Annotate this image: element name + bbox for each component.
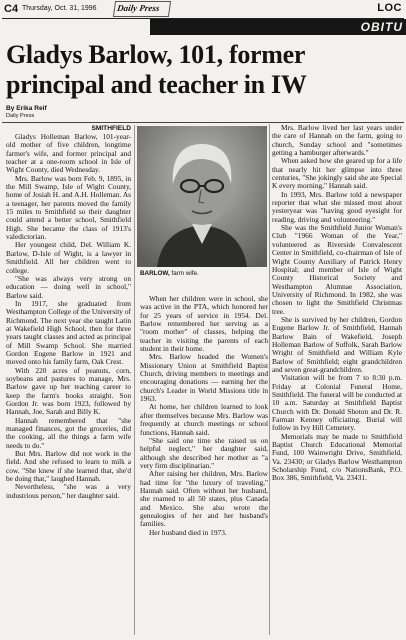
paragraph: Her youngest child, Del. William K. Barlow, D-Isle of Wight, is a lawyer in Smithfield. All her children went to college. <box>6 240 131 275</box>
paragraph: She is survived by her children, Gordon Eugene Barlow Jr. of Smithfield, Hannah Barlow Bain of Wakefield, Joseph Holleman Barlow of Suffolk, Sarah Barlow Wright of Smithfield and William Kyle Barlow of Smithfield; eight grandchildren and seven great-grandchildren. <box>272 314 402 374</box>
section-title: OBITU <box>360 20 403 34</box>
paragraph: Hannah remembered that "she managed finances, got the groceries, did the cooking, all the things a farm wife needs to do." <box>6 415 131 450</box>
paragraph: She was the Smithfield Junior Woman's Club "1966 Woman of the Year," volunteered as Riverside Convalescent Center in Smithfield, co-chairman of Isle of Wight County Auxiliary of Patrick Henry Hospital; and member of Isle of Wight County Historical Society and Westhampton Alumnae Association, University of Richmond. In 1982, she was chosen to light the Smithfield Christmas tree. <box>272 223 402 316</box>
portrait-photo <box>137 126 267 267</box>
paragraph: Visitation will be from 7 to 8:30 p.m. Friday at Colonial Funeral Home, Smithfield. The funeral will be conducted at 10 a.m. Saturday at Smithfield Baptist Church with Dr. Donald Shoton and Dr. R. Farman Kenney officiating. Burial will follow in Ivy Hill Cemetery. <box>272 373 402 433</box>
portrait-image <box>137 126 267 267</box>
paragraph: In 1917, she graduated from Westhampton College of the University of Richmond. The next year she taught Latin at Wakefield High School, then for three years taught classes and acted as principal of Mill Swamp School. She married Gordon Eugene Barlow in 1921 and moved onto his family farm, Oak Crest. <box>6 298 131 367</box>
paragraph: At home, her children learned to look after themselves because Mrs. Barlow was frequently at church meetings or school functions, Hannah said. <box>140 402 268 437</box>
paragraph: With 220 acres of peanuts, corn, soybeans and pastures to manage, Mrs. Barlow gave up her teaching career to keep the farm's books straight. Son Gordon Jr. was born 1923, followed by Hannah, Joe, Sarah and Billy K. <box>6 365 131 417</box>
issue-date: Thursday, Oct. 31, 1996 <box>22 5 97 12</box>
paragraph: Memorials may be made to Smithfield Baptist Church Educational Memorial Fund, 100 Wainwright Drive, Smithfield, Va. 23430; or Gladys Barlow Westhampton Scholarship Fund, c/o NationsBank, P.O. Box 386, Smithfield, Va. 23431. <box>272 431 402 483</box>
dateline: SMITHFIELD <box>91 125 131 132</box>
column-divider <box>134 125 135 635</box>
article-column-1 <box>6 125 131 500</box>
column-divider <box>269 124 270 635</box>
article-column-3 <box>272 124 402 483</box>
page-number: C4 <box>4 3 19 15</box>
paragraph: After raising her children, Mrs. Barlow had time for "the luxury of traveling," Hannah said. Often without her husband, she roamed to all 50 states, plus Canada and Mexico. She also wrote the genealogies of her and her husband's families. <box>140 469 268 529</box>
paragraph: Mrs. Barlow lived her last years under the care of Hannah on the farm, going to church, Sunday school and "sometimes getting a hamburger afterwards." <box>272 123 402 158</box>
newspaper-logo: Daily Press <box>113 1 171 17</box>
paragraph: Mrs. Barlow headed the Women's Missionary Union at Smithfield Baptist Church, driving members to meetings and encouraging donations — earning her the church's Leader in World Missions title in 1963. <box>140 352 268 404</box>
paragraph: "She said one time she raised us on helpful neglect," her daughter said, although she described her mother as "a very firm disciplinarian." <box>140 435 268 470</box>
paragraph: Her husband died in 1973. <box>149 527 227 537</box>
article-headline: Gladys Barlow, 101, former principal and teacher in IW <box>6 40 307 99</box>
byline-affiliation: Daily Press <box>6 113 35 119</box>
paragraph: In 1993, Mrs. Barlow told a newspaper reporter that what she missed most about yesteryear was "having good eyesight for reading, driving and volunteering." <box>272 189 402 224</box>
paragraph: "She was always very strong on education — doing well in school," Barlow said. <box>6 273 131 300</box>
section-bar <box>150 19 406 35</box>
masthead <box>2 0 404 19</box>
photo-caption <box>140 270 199 277</box>
paragraph: But Mrs. Barlow did not work in the field. And she refused to learn to milk a cow. "She knew if she learned that, she'd be doing that," laughed Hannah. <box>6 449 131 484</box>
section-location-label: LOC <box>377 2 402 14</box>
caption-name: BARLOW, <box>140 270 170 277</box>
caption-desc: farm wife. <box>169 270 199 277</box>
paragraph: Nevertheless, "she was a very industrious person," her daughter said. <box>6 482 131 500</box>
article-column-2 <box>140 295 268 537</box>
paragraph: Mrs. Barlow was born Feb. 9, 1895, in the Mill Swamp, Isle of Wight County, home of Josiah H. and A.H. Holleman. As a teenager, her parents moved the family 15 miles to Smithfield so their daughter could attend a better school, Smithfield High. She became the class of 1913's valedictorian. <box>6 173 131 242</box>
byline: By Erika Reif <box>6 105 47 112</box>
paragraph: When her children were in school, she was active in the PTA, which honored her for 25 years of service in 1954. Del. Barlow remembered her serving as a "room mother" of classes, helping the teacher in visiting the parents of each student in their home. <box>140 294 268 354</box>
paragraph: Gladys Holleman Barlow, 101-year-old mother of five children, longtime farmer's wife, and former principal and teacher at a one-room school in Isle of Wight County, died Wednesday. <box>6 132 131 175</box>
paragraph: When asked how she geared up for a life that nearly hit her glimpse into three centuries, "She jokingly said she ate Special K every morning," Hannah said. <box>272 156 402 191</box>
